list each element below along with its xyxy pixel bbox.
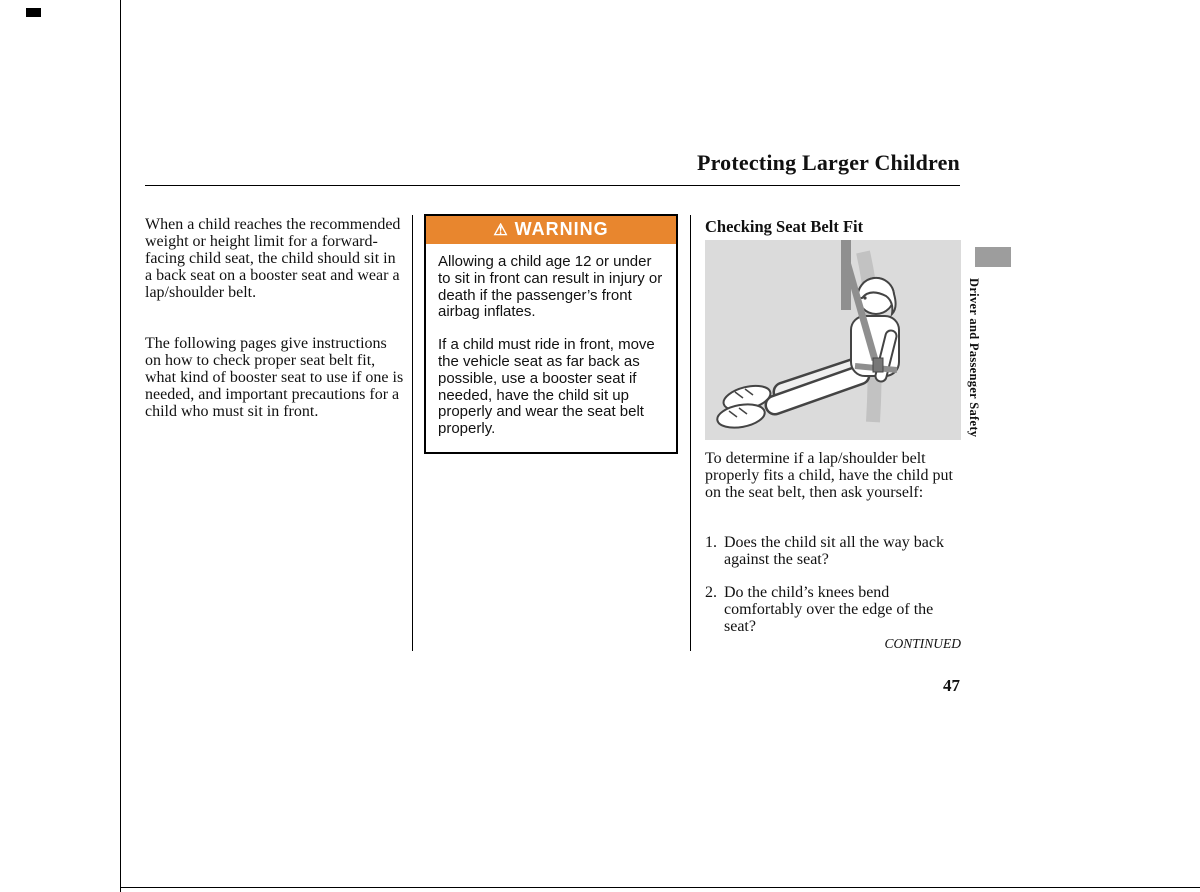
warning-box-body [426,244,676,452]
list-item-1-text: Does the child sit all the way back against the seat? [724,534,944,568]
print-registration-mark [26,8,41,17]
warning-paragraph-2: If a child must ride in front, move the vehicle seat as far back as possible, use a booster seat if needed, have the child sit up properly and wear the seat belt properly. [438,336,655,438]
seat-belt-fit-illustration [705,240,961,440]
warning-header-label: WARNING [514,219,609,239]
left-column-paragraph-1: When a child reaches the recommended weight or height limit for a forward-facing child seat, the child should sit in a back seat on a booster seat and wear a lap/shoulder belt. [145,216,401,301]
warning-triangle-icon: ⚠ [493,222,509,239]
list-item-2 [705,585,961,636]
child-seated-illustration [705,240,961,440]
warning-paragraph-1: Allowing a child age 12 or under to sit in front can result in injury or death if the passenger’s front airbag inflates. [438,253,663,321]
continued-label: CONTINUED [884,636,961,651]
warning-box-header [426,216,676,244]
list-item-2-text: Do the child’s knees bend comfortably over the edge of the seat? [724,584,934,635]
chapter-tab-label: Driver and Passenger Safety [967,278,981,438]
left-column-paragraph-2: The following pages give instructions on how to check proper seat belt fit, what kind of booster seat to use if one is needed, and important precautions for a child who must sit in front. [145,335,404,420]
list-item-1-number: 1. [705,534,717,551]
warning-box [424,214,678,454]
bottom-edge-rule [120,887,1200,888]
left-edge-rule [120,0,121,892]
right-column-paragraph-1: To determine if a lap/shoulder belt properly fits a child, have the child put on the seat belt, then ask yourself: [705,450,953,501]
title-underline-rule [145,185,960,186]
list-item-2-number: 2. [705,584,717,601]
column-divider-right [690,215,691,651]
page-title: Protecting Larger Children [696,150,960,175]
page-number: 47 [943,676,960,695]
chapter-tab-marker [975,247,1011,267]
column-divider-left [412,215,413,651]
list-item-1 [705,535,961,569]
section-heading-checking-seat-belt-fit: Checking Seat Belt Fit [705,217,864,236]
